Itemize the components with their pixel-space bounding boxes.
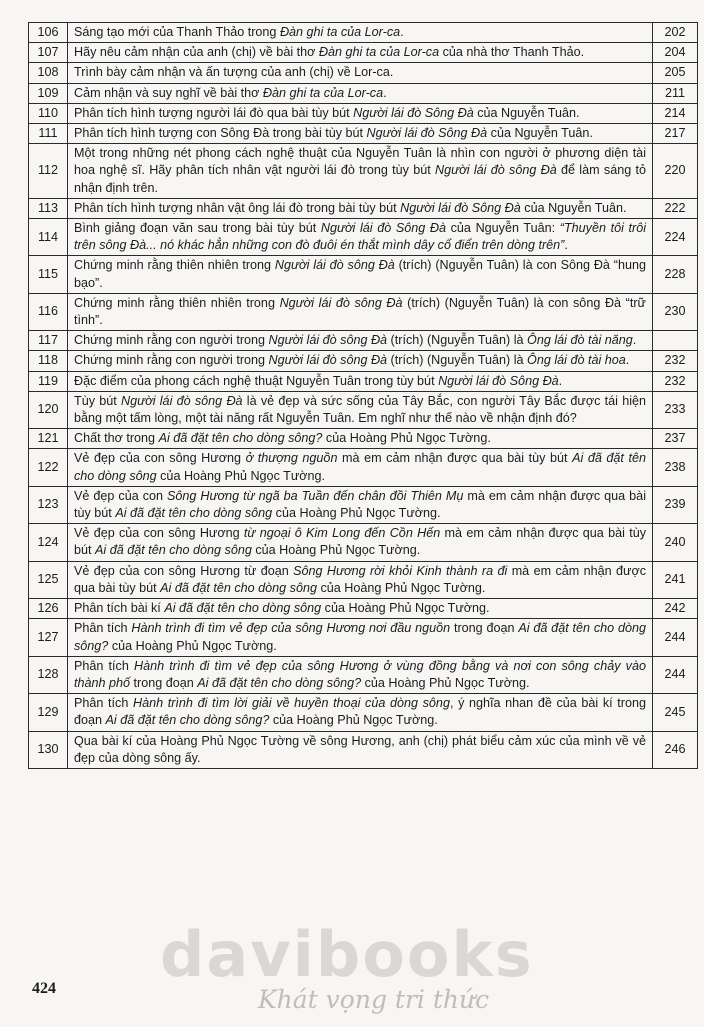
entry-number: 109 [29, 83, 68, 103]
entry-number: 112 [29, 144, 68, 199]
entry-page: 241 [653, 561, 698, 598]
entry-number: 121 [29, 429, 68, 449]
italic-title-segment: từ ngoại ô Kim Long đến Cồn Hến [243, 526, 441, 541]
entry-title [68, 63, 653, 83]
title-segment: . [625, 353, 630, 368]
italic-title-segment: Ai đã đặt tên cho dòng sông? [197, 675, 362, 690]
title-segment: . [558, 373, 563, 388]
italic-title-segment: Người lái đò Sông Đà [438, 373, 559, 388]
entry-page: 224 [653, 219, 698, 256]
entry-page: 244 [653, 619, 698, 656]
entry-page: 237 [653, 429, 698, 449]
italic-title-segment: Người lái đò sông Đà [435, 163, 557, 178]
entry-title [68, 103, 653, 123]
entry-title [68, 429, 653, 449]
table-row [29, 391, 698, 428]
table-row [29, 256, 698, 293]
italic-title-segment: Người lái đò Sông Đà [320, 221, 446, 236]
entry-title [68, 694, 653, 731]
entry-number: 128 [29, 656, 68, 693]
title-segment: . [564, 238, 568, 253]
toc-body [29, 23, 698, 769]
italic-title-segment: Ai đã đặt tên cho dòng sông [115, 506, 273, 521]
entry-title [68, 293, 653, 330]
title-segment: (trích) (Nguyễn Tuân) là [387, 333, 528, 348]
italic-title-segment: Hành trình đi tìm vẻ đẹp của sông Hương nơi đầu nguồn [131, 621, 451, 636]
table-row [29, 23, 698, 43]
table-row [29, 144, 698, 199]
italic-title-segment: Sông Hương từ ngã ba Tuần đến chân đồi Thiên Mụ [167, 488, 464, 503]
entry-page: 245 [653, 694, 698, 731]
entry-page: 244 [653, 656, 698, 693]
entry-page: 211 [653, 83, 698, 103]
title-segment: Phân tích hình tượng con Sông Đà trong bài tùy bút [74, 126, 367, 141]
entry-number: 124 [29, 524, 68, 561]
entry-page: 233 [653, 391, 698, 428]
italic-title-segment: ở thượng nguồn [245, 451, 338, 466]
entry-number: 130 [29, 731, 68, 768]
table-row [29, 524, 698, 561]
title-segment: Hãy nêu cảm nhận của anh (chị) về bài thơ [74, 45, 319, 60]
title-segment: Đặc điểm của phong cách nghệ thuật Nguyễn Tuân trong tùy bút [74, 373, 439, 388]
entry-number: 120 [29, 391, 68, 428]
entry-page: 228 [653, 256, 698, 293]
title-segment: trong đoạn [130, 675, 198, 690]
table-row [29, 619, 698, 656]
entry-number: 125 [29, 561, 68, 598]
title-segment: . [632, 333, 637, 348]
title-segment: của Hoàng Phủ Ngọc Tường. [361, 675, 530, 690]
title-segment: Chứng minh rằng con người trong [74, 333, 269, 348]
entry-title [68, 351, 653, 371]
italic-title-segment: Người lái đò sông Đà [279, 295, 403, 310]
title-segment: của Hoàng Phủ Ngọc Tường. [322, 431, 491, 446]
entry-title [68, 449, 653, 486]
page-number: 424 [32, 980, 56, 997]
entry-title [68, 43, 653, 63]
italic-title-segment: Ai đã đặt tên cho dòng sông? [74, 621, 646, 653]
entry-title [68, 486, 653, 523]
table-row [29, 83, 698, 103]
entry-number: 111 [29, 124, 68, 144]
entry-page: 240 [653, 524, 698, 561]
title-segment: mà em cảm nhận được qua bài tùy bút [74, 563, 646, 595]
table-row [29, 351, 698, 371]
entry-title [68, 219, 653, 256]
title-segment: là vẻ đẹp và sức sống của Tây Bắc, con người Tây Bắc được tái hiện bằng một tấm lòng, một tài năng rất Nguyễn Tuân. Em nghĩ như thế nào về nhận định đó? [74, 393, 646, 426]
table-row [29, 63, 698, 83]
entry-page: 202 [653, 23, 698, 43]
title-segment: Chất thơ trong [74, 431, 159, 446]
entry-title [68, 256, 653, 293]
title-segment: Phân tích [74, 621, 132, 636]
entry-page: 217 [653, 124, 698, 144]
title-segment: (trích) (Nguyễn Tuân) là [387, 353, 528, 368]
title-segment: . [383, 85, 387, 100]
entry-number: 115 [29, 256, 68, 293]
table-row [29, 198, 698, 218]
italic-title-segment: Ông lái đò tài hoa [527, 353, 626, 368]
entry-page: 242 [653, 599, 698, 619]
table-row [29, 371, 698, 391]
title-segment: của Hoàng Phủ Ngọc Tường. [251, 543, 421, 558]
title-segment: Phân tích hình tượng người lái đò qua bài tùy bút [74, 105, 354, 120]
entry-title [68, 331, 653, 351]
title-segment: Qua bài kí của Hoàng Phủ Ngọc Tường về sông Hương, anh (chị) phát biểu cảm xúc của mình về vẻ đẹp của dòng sông ấy. [74, 733, 646, 765]
table-row [29, 43, 698, 63]
title-segment: mà em cảm nhận được qua bài tùy bút [74, 488, 646, 521]
table-row [29, 561, 698, 598]
entry-number: 127 [29, 619, 68, 656]
title-segment: Phân tích [74, 696, 133, 711]
italic-title-segment: Hành trình đi tìm lời giải về huyền thoại của dòng sông [132, 696, 450, 711]
entry-title [68, 656, 653, 693]
entry-page: 239 [653, 486, 698, 523]
title-segment: (trích) (Nguyễn Tuân) là con sông Đà “trữ tình”. [74, 295, 646, 328]
title-segment: Chứng minh rằng thiên nhiên trong [74, 258, 275, 273]
italic-title-segment: Hành trình đi tìm vẻ đẹp của sông Hương ở vùng đồng bằng và nơi con sông chảy vào thành phố [74, 658, 646, 690]
table-row [29, 293, 698, 330]
italic-title-segment: Người lái đò sông Đà [268, 333, 388, 348]
italic-title-segment: Người lái đò sông Đà [274, 258, 395, 273]
entry-title [68, 371, 653, 391]
title-segment: , ý nghĩa nhan đề của bài kí trong đoạn [74, 696, 646, 728]
title-segment: của Hoàng Phủ Ngọc Tường. [272, 506, 441, 521]
entry-page [653, 331, 698, 351]
italic-title-segment: Ai đã đặt tên cho dòng sông [160, 580, 317, 595]
entry-page: 205 [653, 63, 698, 83]
entry-number: 119 [29, 371, 68, 391]
title-segment: của Hoàng Phủ Ngọc Tường. [269, 713, 438, 728]
entry-title [68, 731, 653, 768]
entry-number: 108 [29, 63, 68, 83]
title-segment: Trình bày cảm nhận và ấn tượng của anh (chị) về Lor-ca. [74, 65, 394, 80]
italic-title-segment: Sông Hương rời khỏi Kinh thành ra đi [293, 563, 508, 578]
table-row [29, 103, 698, 123]
entry-page: 232 [653, 371, 698, 391]
entry-number: 107 [29, 43, 68, 63]
entry-title [68, 391, 653, 428]
italic-title-segment: Người lái đò sông Đà [121, 393, 243, 408]
table-row [29, 331, 698, 351]
entry-title [68, 83, 653, 103]
entry-number: 114 [29, 219, 68, 256]
title-segment: để làm sáng tỏ nhận định trên. [74, 163, 646, 195]
title-segment: Tùy bút [74, 393, 122, 408]
title-segment: Vẻ đẹp của con sông Hương từ đoạn [74, 563, 294, 578]
italic-title-segment: “Thuyền tôi trôi trên sông Đà... nó khác hẳn những con đò đuôi én thắt mình dây cổ điển trên dòng trên” [74, 221, 647, 253]
entry-number: 110 [29, 103, 68, 123]
entry-number: 118 [29, 351, 68, 371]
table-row [29, 656, 698, 693]
title-segment: của Nguyễn Tuân. [487, 126, 593, 141]
entry-number: 126 [29, 599, 68, 619]
italic-title-segment: Người lái đò Sông Đà [353, 105, 474, 120]
title-segment: của Hoàng Phủ Ngọc Tường. [108, 638, 277, 653]
italic-title-segment: Người lái đò Sông Đà [400, 200, 521, 215]
table-row [29, 694, 698, 731]
table-row [29, 429, 698, 449]
italic-title-segment: Đàn ghi ta của Lor-ca [279, 25, 401, 39]
table-row [29, 731, 698, 768]
title-segment: Chứng minh rằng thiên nhiên trong [74, 295, 280, 310]
table-row [29, 449, 698, 486]
title-segment: của Hoàng Phủ Ngọc Tường. [321, 601, 490, 616]
table-row [29, 124, 698, 144]
entry-title [68, 599, 653, 619]
title-segment: Vẻ đẹp của con sông Hương [74, 526, 244, 541]
title-segment: của Nguyễn Tuân. [473, 105, 580, 120]
entry-number: 122 [29, 449, 68, 486]
title-segment: Vẻ đẹp của con sông Hương [74, 451, 246, 466]
entry-page: 222 [653, 198, 698, 218]
entry-number: 106 [29, 23, 68, 43]
table-row [29, 486, 698, 523]
entry-number: 129 [29, 694, 68, 731]
entry-title [68, 23, 653, 43]
italic-title-segment: Đàn ghi ta của Lor-ca [318, 45, 440, 60]
entry-page: 232 [653, 351, 698, 371]
italic-title-segment: Ông lái đò tài năng [527, 333, 633, 348]
entry-title [68, 561, 653, 598]
entry-title [68, 144, 653, 199]
italic-title-segment: Ai đã đặt tên cho dòng sông? [158, 431, 323, 446]
entry-title [68, 198, 653, 218]
title-segment: mà em cảm nhận được qua bài tùy bút [337, 451, 573, 466]
title-segment: mà em cảm nhận được qua bài tùy bút [74, 526, 647, 558]
entry-number: 123 [29, 486, 68, 523]
title-segment: Bình giảng đoạn văn sau trong bài tùy bút [74, 221, 321, 236]
title-segment: của Nguyễn Tuân: [446, 221, 560, 236]
entry-page: 220 [653, 144, 698, 199]
title-segment: Sáng tạo mới của Thanh Thảo trong [74, 25, 280, 39]
italic-title-segment: Đàn ghi ta của Lor-ca [262, 85, 384, 100]
entry-page: 246 [653, 731, 698, 768]
entry-title [68, 124, 653, 144]
italic-title-segment: Ai đã đặt tên cho dòng sông [95, 543, 252, 558]
entry-page: 204 [653, 43, 698, 63]
title-segment: Cảm nhận và suy nghĩ về bài thơ [74, 85, 263, 100]
entry-number: 117 [29, 331, 68, 351]
title-segment: Chứng minh rằng con người trong [74, 353, 269, 368]
italic-title-segment: Người lái đò Sông Đà [366, 126, 488, 141]
title-segment: của Hoàng Phủ Ngọc Tường. [316, 580, 486, 595]
title-segment: của Hoàng Phủ Ngọc Tường. [156, 468, 326, 483]
entry-title [68, 524, 653, 561]
watermark-brand: davibooks [160, 918, 534, 991]
italic-title-segment: Ai đã đặt tên cho dòng sông [74, 451, 647, 483]
entry-number: 116 [29, 293, 68, 330]
italic-title-segment: Người lái đò sông Đà [268, 353, 388, 368]
title-segment: (trích) (Nguyễn Tuân) là con Sông Đà “hung bạo”. [74, 258, 646, 290]
title-segment: Phân tích [74, 658, 134, 673]
entry-title [68, 619, 653, 656]
title-segment: Phân tích hình tượng nhân vật ông lái đò trong bài tùy bút [74, 200, 401, 215]
title-segment: của nhà thơ Thanh Thảo. [439, 45, 585, 60]
italic-title-segment: Ai đã đặt tên cho dòng sông [164, 601, 322, 616]
table-row [29, 599, 698, 619]
title-segment: Phân tích bài kí [74, 601, 165, 616]
entry-page: 230 [653, 293, 698, 330]
entry-number: 113 [29, 198, 68, 218]
watermark-slogan: Khát vọng tri thức [258, 985, 490, 1014]
table-of-contents [28, 22, 698, 769]
entry-page: 238 [653, 449, 698, 486]
table-row [29, 219, 698, 256]
italic-title-segment: Ai đã đặt tên cho dòng sông? [105, 713, 270, 728]
title-segment: của Nguyễn Tuân. [520, 200, 627, 215]
title-segment: Vẻ đẹp của con [74, 488, 167, 503]
title-segment: . [400, 25, 404, 39]
title-segment: Một trong những nét phong cách nghệ thuật của Nguyễn Tuân là nhìn con người ở phương diện tài hoa nghệ sĩ. Hãy phân tích nhân vật người lái đò trong tùy bút [74, 146, 646, 178]
title-segment: trong đoạn [450, 621, 519, 636]
entry-page: 214 [653, 103, 698, 123]
